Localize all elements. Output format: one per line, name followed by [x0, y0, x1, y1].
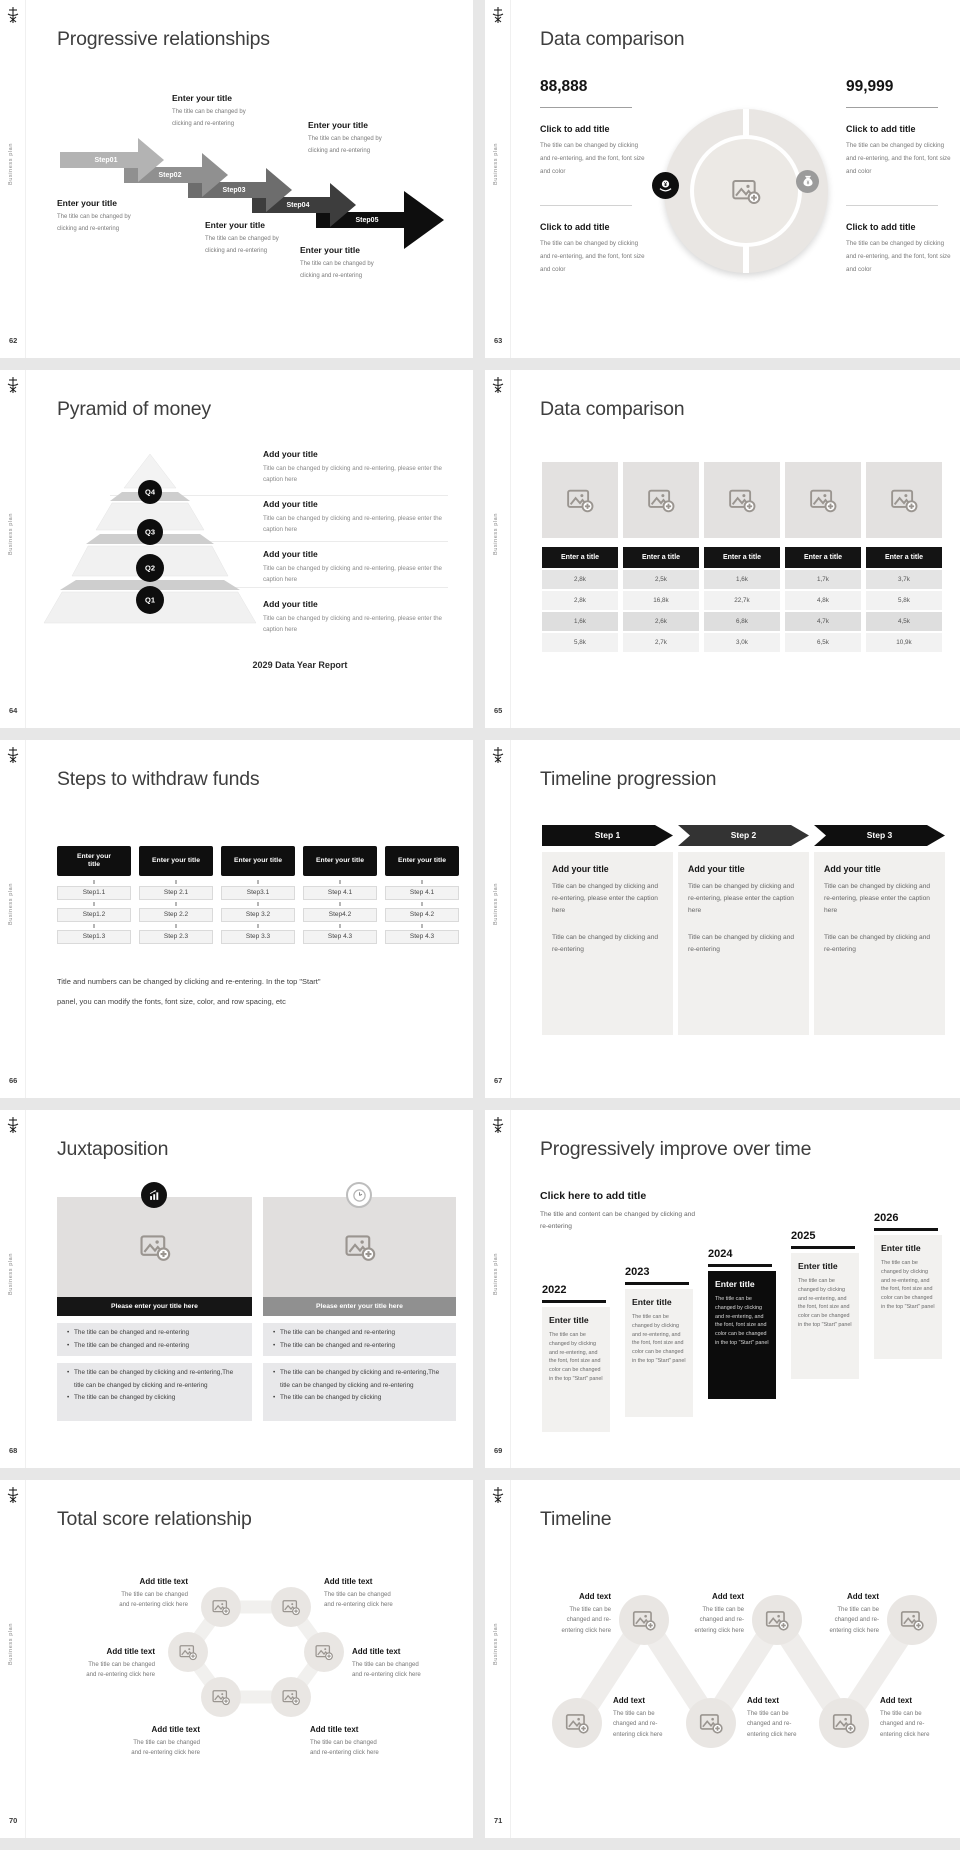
step-cell: Step3.1 — [221, 886, 295, 900]
brand-logo-icon — [492, 1486, 504, 1504]
text-block: Add text The title can be changed and re- entering click here — [880, 1696, 930, 1738]
connector-dot — [257, 902, 259, 906]
pyramid-level-label: Q1 — [144, 595, 156, 605]
text-block: Add text The title can be changed and re- entering click here — [613, 1696, 663, 1738]
brand-logo-icon — [492, 376, 504, 394]
step-cell: Step 4.1 — [385, 886, 459, 900]
connector-dot — [421, 902, 423, 906]
table-cell: 4,8k — [785, 591, 861, 610]
connector-dot — [93, 924, 95, 928]
text-block: Add text The title can be changed and re- entering click here — [829, 1592, 879, 1634]
text-block: Enter your title The title can be changed by clicking and re-entering — [172, 93, 246, 127]
step-cell: Step 4.1 — [303, 886, 377, 900]
image-placeholder — [271, 1677, 311, 1717]
table-cell: 1,6k — [704, 570, 780, 589]
table-header: Enter a title — [866, 547, 942, 568]
image-placeholder-icon — [138, 1230, 172, 1264]
page-title: Timeline — [540, 1508, 612, 1530]
page-title: Total score relationship — [57, 1508, 252, 1530]
slide-number: 63 — [494, 336, 503, 345]
slide-70[interactable] — [0, 1480, 473, 1838]
connector-dot — [93, 880, 95, 884]
connector-dot — [93, 902, 95, 906]
text-block: Add title text The title can be changed and re-entering click here — [310, 1725, 379, 1756]
image-placeholder-icon — [631, 1607, 657, 1633]
image-placeholder-icon — [281, 1687, 301, 1707]
image-placeholder-icon — [831, 1710, 857, 1736]
margin-divider — [25, 1110, 26, 1468]
table-cell: 6,8k — [704, 612, 780, 631]
divider — [540, 205, 632, 206]
image-placeholder-icon — [564, 1710, 590, 1736]
brand-logo-icon — [492, 1116, 504, 1134]
year-underline — [791, 1246, 855, 1249]
image-placeholder-icon — [565, 485, 595, 515]
column-header: Enter your title — [57, 846, 131, 876]
image-placeholder — [168, 1632, 208, 1672]
table-header: Enter a title — [785, 547, 861, 568]
bullet-box: • The title can be changed by clicking and re-entering,The title can be changed by clicking and re-entering • The title can be changed by clicking — [57, 1363, 252, 1421]
coin-icon — [652, 172, 679, 199]
divider — [846, 107, 938, 108]
text-block: Click to add title The title can be changed by clicking and re-entering, and the font, font size and color — [540, 124, 645, 175]
slide-66[interactable] — [0, 740, 473, 1098]
image-placeholder-icon — [698, 1710, 724, 1736]
panel-banner: Please enter your title here — [263, 1297, 456, 1316]
connector-dot — [175, 880, 177, 884]
image-placeholder — [201, 1587, 241, 1627]
table-cell: 2,7k — [623, 633, 699, 652]
step-cell: Step 4.2 — [385, 908, 459, 922]
connector-dot — [175, 902, 177, 906]
image-placeholder-icon — [727, 485, 757, 515]
margin-divider — [510, 1110, 511, 1468]
connector-dot — [421, 924, 423, 928]
table-header: Enter a title — [704, 547, 780, 568]
clock-icon — [346, 1182, 372, 1208]
table-cell: 1,7k — [785, 570, 861, 589]
step-cell: Step1.1 — [57, 886, 131, 900]
slide-number: 66 — [9, 1076, 18, 1085]
step-cell: Step 2.3 — [139, 930, 213, 944]
step-label: Step 2 — [730, 830, 757, 840]
step-cell: Step1.2 — [57, 908, 131, 922]
text-block: Enter your title The title can be changed by clicking and re-entering — [57, 198, 131, 232]
table-cell: 16,8k — [623, 591, 699, 610]
step-label: Step01 — [94, 156, 118, 164]
connector-dot — [421, 880, 423, 884]
column-header: Enter your title — [385, 846, 459, 876]
table-cell: 2,8k — [542, 591, 618, 610]
brand-vertical-text: Business plan — [493, 883, 499, 926]
table-cell: 22,7k — [704, 591, 780, 610]
text-block: Add text The title can be changed and re- entering click here — [694, 1592, 744, 1634]
metric-value-right: 99,999 — [846, 78, 894, 95]
bullet-box: • The title can be changed and re-entering • The title can be changed and re-entering — [263, 1323, 456, 1356]
page-title: Data comparison — [540, 28, 685, 50]
image-placeholder — [201, 1677, 241, 1717]
connector-dot — [257, 880, 259, 884]
brand-vertical-text: Business plan — [8, 1623, 14, 1666]
year-label: 2024 — [708, 1248, 733, 1260]
table-header: Enter a title — [623, 547, 699, 568]
step-panel: Add your title Title can be changed by clicking and re-entering, please enter the caption here Title can be changed by clicking and re-entering — [542, 852, 673, 1035]
image-placeholder — [619, 1595, 669, 1645]
brand-vertical-text: Business plan — [493, 1623, 499, 1666]
image-placeholder-icon — [730, 175, 762, 207]
table-cell: 2,5k — [623, 570, 699, 589]
bullet-box: • The title can be changed by clicking and re-entering,The title can be changed by clicking and re-entering • The title can be changed by clicking — [263, 1363, 456, 1421]
image-placeholder-icon — [178, 1642, 198, 1662]
text-block: Add text The title can be changed and re- entering click here — [561, 1592, 611, 1634]
slide-number: 69 — [494, 1446, 503, 1455]
table-cell: 6,5k — [785, 633, 861, 652]
slide-number: 64 — [9, 706, 18, 715]
table-cell: 4,5k — [866, 612, 942, 631]
column-header: Enter your title — [221, 846, 295, 876]
brand-vertical-text: Business plan — [493, 513, 499, 556]
brand-logo-icon — [7, 746, 19, 764]
slide-number: 71 — [494, 1816, 503, 1825]
text-block: Add your title Title can be changed by clicking and re-entering, please enter the caption here — [263, 499, 442, 533]
image-placeholder — [686, 1698, 736, 1748]
svg-text:¥: ¥ — [806, 179, 809, 186]
margin-divider — [510, 1480, 511, 1838]
slide-number: 62 — [9, 336, 18, 345]
page-title: Progressively improve over time — [540, 1138, 812, 1160]
metric-value-left: 88,888 — [540, 78, 588, 95]
brand-vertical-text: Business plan — [8, 1253, 14, 1296]
slide-number: 68 — [9, 1446, 18, 1455]
brand-logo-icon — [7, 6, 19, 24]
year-underline — [542, 1300, 606, 1303]
slide-62[interactable] — [0, 0, 473, 358]
brand-logo-icon — [7, 1116, 19, 1134]
step-label: Step04 — [286, 201, 310, 209]
text-block: Add your title Title can be changed by clicking and re-entering, please enter the caption here — [263, 449, 442, 483]
page-title: Steps to withdraw funds — [57, 768, 260, 790]
svg-text:¥: ¥ — [663, 181, 668, 188]
brand-vertical-text: Business plan — [493, 1253, 499, 1296]
year-box: Enter title The title can be changed by clicking and re-entering, and the font, font size and color can be changed in the top "Start" panel — [708, 1271, 776, 1399]
brand-logo-icon — [492, 746, 504, 764]
brand-vertical-text: Business plan — [8, 883, 14, 926]
text-block: Enter your title The title can be changed by clicking and re-entering — [300, 245, 374, 279]
image-placeholder-icon — [211, 1597, 231, 1617]
year-box: Enter title The title can be changed by clicking and re-entering, and the font, font size and color can be changed in the top "Start" panel — [542, 1307, 610, 1432]
slide-number: 67 — [494, 1076, 503, 1085]
connector-dot — [175, 924, 177, 928]
image-placeholder — [304, 1632, 344, 1672]
slide-68[interactable] — [0, 1110, 473, 1468]
year-label: 2023 — [625, 1266, 650, 1278]
text-block: Enter your title The title can be changed by clicking and re-entering — [205, 220, 279, 254]
page-title: Timeline progression — [540, 768, 717, 790]
margin-divider — [510, 740, 511, 1098]
divider — [540, 107, 632, 108]
image-placeholder-icon — [211, 1687, 231, 1707]
margin-divider — [25, 740, 26, 1098]
section-heading: Click here to add title — [540, 1190, 647, 1202]
brand-vertical-text: Business plan — [493, 143, 499, 186]
year-label: 2026 — [874, 1212, 899, 1224]
bar-chart-icon — [141, 1182, 167, 1208]
margin-divider — [510, 0, 511, 358]
step-cell: Step1.3 — [57, 930, 131, 944]
pyramid-diagram — [20, 448, 280, 624]
margin-divider — [510, 370, 511, 728]
step-cell: Step 2.2 — [139, 908, 213, 922]
table-cell: 5,8k — [866, 591, 942, 610]
ring-gap-bottom — [743, 245, 749, 273]
text-block: Add title text The title can be changed and re-entering click here — [86, 1647, 155, 1678]
slide-67[interactable] — [485, 740, 960, 1098]
ring-gap-top — [743, 109, 749, 137]
table-cell: 3,0k — [704, 633, 780, 652]
text-block: Click to add title The title can be changed by clicking and re-entering, and the font, font size and color — [540, 222, 645, 273]
report-caption: 2029 Data Year Report — [252, 660, 348, 670]
image-placeholder-icon — [764, 1607, 790, 1633]
step-label: Step03 — [222, 186, 246, 194]
image-placeholder — [887, 1595, 937, 1645]
step-panel: Add your title Title can be changed by clicking and re-entering, please enter the caption here Title can be changed by clicking and re-entering — [814, 852, 945, 1035]
table-cell: 4,7k — [785, 612, 861, 631]
image-placeholder-icon — [899, 1607, 925, 1633]
margin-divider — [25, 0, 26, 358]
step-cell: Step 3.3 — [221, 930, 295, 944]
page-title: Progressive relationships — [57, 28, 270, 50]
panel-banner: Please enter your title here — [57, 1297, 252, 1316]
text-block: Click to add title The title can be changed by clicking and re-entering, and the font, font size and color — [846, 222, 951, 273]
image-placeholder — [752, 1595, 802, 1645]
pyramid-level-label: Q4 — [144, 487, 156, 497]
text-block: Add your title Title can be changed by clicking and re-entering, please enter the caption here — [263, 549, 442, 583]
image-placeholder — [552, 1698, 602, 1748]
brand-logo-icon — [492, 6, 504, 24]
text-block: Add your title Title can be changed by clicking and re-entering, please enter the caption here — [263, 599, 442, 633]
brand-logo-icon — [7, 1486, 19, 1504]
column-header: Enter your title — [303, 846, 377, 876]
year-underline — [708, 1264, 772, 1267]
connector-dot — [339, 880, 341, 884]
bullet-box: • The title can be changed and re-entering • The title can be changed and re-entering — [57, 1323, 252, 1356]
image-placeholder — [785, 462, 861, 538]
brand-vertical-text: Business plan — [8, 513, 14, 556]
image-placeholder — [704, 462, 780, 538]
image-placeholder — [271, 1587, 311, 1627]
slide-number: 65 — [494, 706, 503, 715]
text-block: Enter your title The title can be changed by clicking and re-entering — [308, 120, 382, 154]
year-box: Enter title The title can be changed by clicking and re-entering, and the font, font size and color can be changed in the top "Start" panel — [625, 1289, 693, 1417]
table-cell: 3,7k — [866, 570, 942, 589]
year-label: 2025 — [791, 1230, 816, 1242]
slide-63[interactable] — [485, 0, 960, 358]
table-cell: 5,8k — [542, 633, 618, 652]
connector-dot — [339, 924, 341, 928]
image-placeholder-icon — [889, 485, 919, 515]
text-block: Add title text The title can be changed and re-entering click here — [324, 1577, 393, 1608]
step-cell: Step 4.3 — [303, 930, 377, 944]
center-image-placeholder — [694, 139, 798, 243]
step-label: Step05 — [355, 216, 379, 224]
year-box: Enter title The title can be changed by clicking and re-entering, and the font, font size and color can be changed in the top "Start" panel — [874, 1235, 942, 1359]
step-label: Step02 — [158, 171, 182, 179]
money-bag-icon — [796, 170, 819, 193]
slide-65[interactable] — [485, 370, 960, 728]
table-cell: 1,6k — [542, 612, 618, 631]
text-block: Add title text The title can be changed and re-entering click here — [119, 1577, 188, 1608]
page-title: Pyramid of money — [57, 398, 211, 420]
year-underline — [874, 1228, 938, 1231]
step-panel: Add your title Title can be changed by clicking and re-entering, please enter the caption here Title can be changed by clicking and re-entering — [678, 852, 809, 1035]
image-placeholder — [57, 1197, 252, 1297]
pyramid-level-label: Q3 — [144, 527, 156, 537]
text-block: Add title text The title can be changed and re-entering click here — [352, 1647, 421, 1678]
page-title: Juxtaposition — [57, 1138, 169, 1160]
image-placeholder-icon — [808, 485, 838, 515]
image-placeholder — [866, 462, 942, 538]
section-subheading: The title and content can be changed by clicking and re-entering — [540, 1211, 695, 1230]
note-text: Title and numbers can be changed by clicking and re-entering. In the top "Start" panel, you can modify the fonts, font size, color, and row spacing, etc — [57, 977, 321, 1006]
step-label: Step 1 — [594, 830, 621, 840]
divider — [846, 205, 938, 206]
step-cell: Step 3.2 — [221, 908, 295, 922]
image-placeholder — [542, 462, 618, 538]
table-header: Enter a title — [542, 547, 618, 568]
pyramid-level-label: Q2 — [144, 563, 156, 573]
connector-dot — [339, 902, 341, 906]
table-cell: 2,8k — [542, 570, 618, 589]
text-block: Click to add title The title can be changed by clicking and re-entering, and the font, font size and color — [846, 124, 951, 175]
year-label: 2022 — [542, 1284, 567, 1296]
text-block: Add text The title can be changed and re- entering click here — [747, 1696, 797, 1738]
slide-69[interactable] — [485, 1110, 960, 1468]
image-placeholder-icon — [646, 485, 676, 515]
step-label: Step 3 — [866, 830, 893, 840]
image-placeholder-icon — [314, 1642, 334, 1662]
column-header: Enter your title — [139, 846, 213, 876]
slide-71[interactable] — [485, 1480, 960, 1838]
year-box: Enter title The title can be changed by clicking and re-entering, and the font, font size and color can be changed in the top "Start" panel — [791, 1253, 859, 1379]
image-placeholder-icon — [343, 1230, 377, 1264]
year-underline — [625, 1282, 689, 1285]
slide-64[interactable] — [0, 370, 473, 728]
page-title: Data comparison — [540, 398, 685, 420]
image-placeholder — [623, 462, 699, 538]
table-cell: 10,9k — [866, 633, 942, 652]
step-cell: Step4.2 — [303, 908, 377, 922]
connector-dot — [257, 924, 259, 928]
text-block: Add title text The title can be changed and re-entering click here — [131, 1725, 200, 1756]
image-placeholder-icon — [281, 1597, 301, 1617]
step-cell: Step 4.3 — [385, 930, 459, 944]
table-cell: 2,6k — [623, 612, 699, 631]
brand-vertical-text: Business plan — [8, 143, 14, 186]
brand-logo-icon — [7, 376, 19, 394]
slide-number: 70 — [9, 1816, 18, 1825]
step-cell: Step 2.1 — [139, 886, 213, 900]
image-placeholder — [263, 1197, 456, 1297]
